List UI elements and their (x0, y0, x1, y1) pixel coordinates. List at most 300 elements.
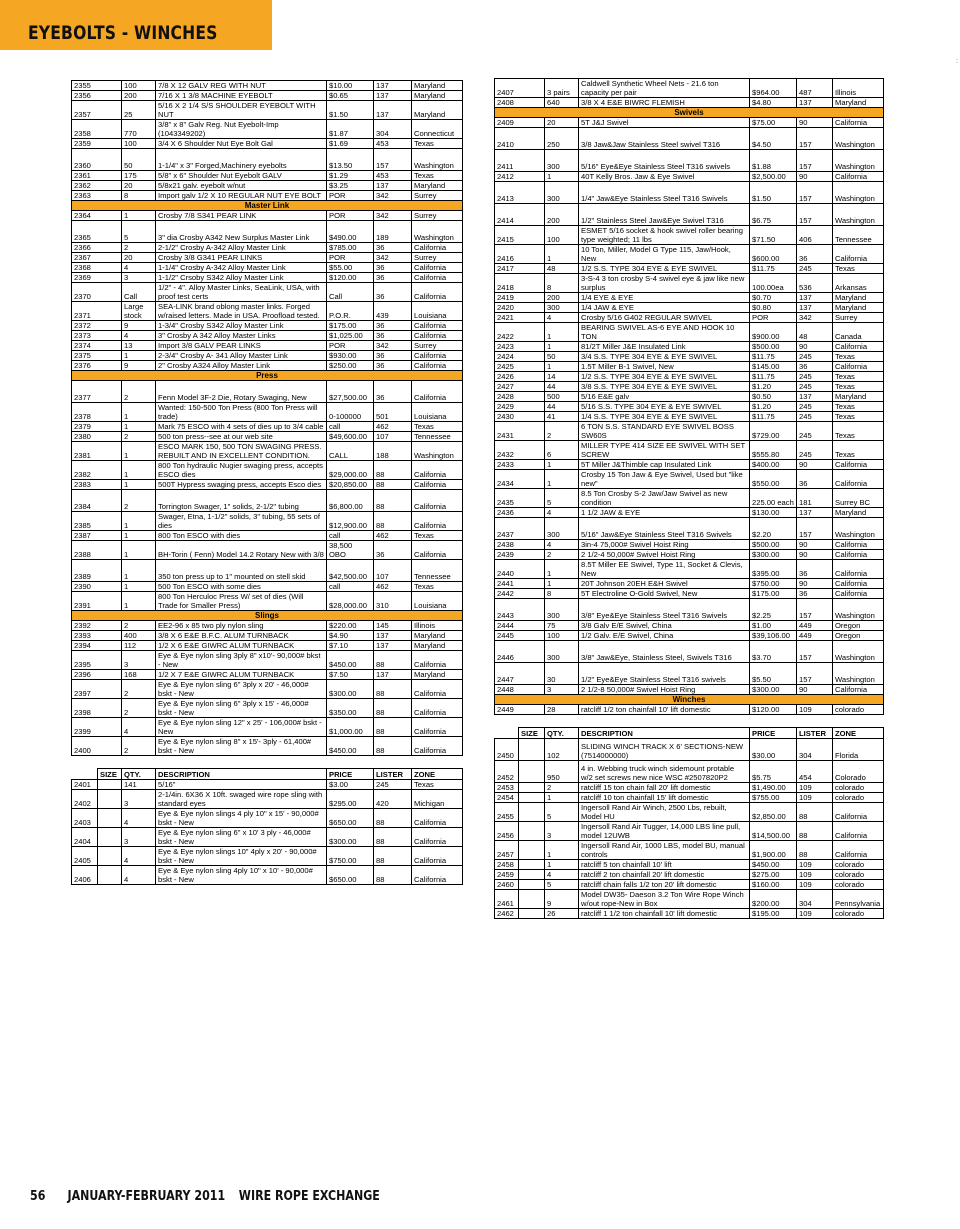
lister-cell: 88 (374, 809, 412, 828)
quantity-cell: 640 (545, 98, 579, 108)
zone-cell: California (833, 118, 884, 128)
quantity-cell: 2 (122, 381, 156, 403)
price-cell: $2,500.00 (750, 172, 797, 182)
listing-id-cell: 2361 (72, 171, 122, 181)
table-row (72, 670, 463, 680)
quantity-cell: 1 (122, 442, 156, 461)
lister-header: LISTER (797, 728, 833, 739)
zone-cell: colorado (833, 783, 884, 793)
table-row (72, 560, 463, 582)
table-row (495, 303, 884, 313)
price-cell: $555.80 (750, 441, 797, 460)
lister-cell: 462 (374, 531, 412, 541)
price-cell: $650.00 (327, 809, 374, 828)
quantity-cell: 112 (122, 641, 156, 651)
price-cell: $1.87 (327, 120, 374, 139)
table-row (72, 341, 463, 351)
description-cell: 1-1/2" Crsoby S342 Alloy Master Link (156, 273, 327, 283)
zone-cell: Texas (833, 382, 884, 392)
zone-cell: Connecticut (412, 120, 463, 139)
listing-id-cell: 2393 (72, 631, 122, 641)
table-row (72, 321, 463, 331)
lister-cell: 109 (797, 793, 833, 803)
lister-cell: 157 (797, 128, 833, 150)
lister-cell: 181 (797, 489, 833, 508)
size-cell (519, 909, 545, 919)
price-cell: $0.50 (750, 392, 797, 402)
zone-cell: Washington (833, 641, 884, 663)
lister-cell: 107 (374, 432, 412, 442)
table-row (72, 809, 463, 828)
price-cell: $400.00 (750, 460, 797, 470)
price-cell: $71.50 (750, 226, 797, 245)
zone-cell: Florida (833, 739, 884, 761)
description-cell: 3/8" Jaw&Eye, Stainless Steel, Swivels T316 (579, 641, 750, 663)
listing-id-cell: 2387 (72, 531, 122, 541)
lister-cell: 137 (797, 98, 833, 108)
price-cell: $755.00 (750, 793, 797, 803)
description-cell: Ingersoll Rand Air Tugger, 14,000 LBS line pull, model 12UWB (579, 822, 750, 841)
table-row (72, 253, 463, 263)
table-row (72, 243, 463, 253)
zone-cell: California (833, 245, 884, 264)
lister-cell: 90 (797, 118, 833, 128)
listing-id-cell: 2441 (495, 579, 545, 589)
lister-cell: 36 (374, 273, 412, 283)
zone-cell: Washington (833, 182, 884, 204)
zone-cell: California (833, 460, 884, 470)
lister-cell: 245 (797, 372, 833, 382)
table-row (495, 313, 884, 323)
quantity-cell: Call (122, 283, 156, 302)
description-cell: 3/8" Eye&Eye Stainless Steel T316 Swivels (579, 599, 750, 621)
listing-id-cell: 2436 (495, 508, 545, 518)
price-cell: $29,000.00 (327, 461, 374, 480)
description-cell: 3/8" x 8" Galv Reg. Nut Eyebolt-Imp (1043349202) (156, 120, 327, 139)
table-row (495, 118, 884, 128)
price-cell: $7.10 (327, 641, 374, 651)
zone-cell: California (833, 589, 884, 599)
table-row (495, 860, 884, 870)
listing-id-cell: 2455 (495, 803, 519, 822)
listing-id-cell: 2366 (72, 243, 122, 253)
quantity-cell: 1 (545, 342, 579, 352)
price-cell: $30.00 (750, 739, 797, 761)
quantity-cell: 3 (122, 828, 156, 847)
lister-cell: 137 (374, 81, 412, 91)
price-cell: CALL (327, 442, 374, 461)
price-cell: $20,850.00 (327, 480, 374, 490)
lister-cell: 245 (797, 382, 833, 392)
lister-cell: 449 (797, 621, 833, 631)
price-cell: $1.50 (750, 182, 797, 204)
listing-id-cell: 2399 (72, 718, 122, 737)
zone-cell: colorado (833, 909, 884, 919)
table-row (72, 283, 463, 302)
quantity-cell: 8 (122, 191, 156, 201)
listing-id-cell: 2408 (495, 98, 545, 108)
listing-id-cell: 2406 (72, 866, 98, 885)
quantity-cell: 2 (545, 783, 579, 793)
table-row (495, 841, 884, 860)
price-cell: $3.25 (327, 181, 374, 191)
description-cell: ratcliff 1/2 ton chainfall 10' lift domestic (579, 705, 750, 715)
description-cell: 1/2 X 7 E&E GIWRC ALUM TURNBACK (156, 670, 327, 680)
description-cell: 4 in. Webbing truck winch sidemount protable w/2 set screws new nice WSC #2507820P2 (579, 761, 750, 783)
quantity-cell: 1 (545, 470, 579, 489)
table-row (495, 621, 884, 631)
price-cell: $11.75 (750, 412, 797, 422)
quantity-cell: 20 (122, 253, 156, 263)
quantity-cell: 3 (122, 273, 156, 283)
quantity-cell: 9 (122, 361, 156, 371)
description-cell: 1/2 Galv. E/E Swivel, China (579, 631, 750, 641)
price-cell: $49,600.00 (327, 432, 374, 442)
zone-cell: Washington (833, 663, 884, 685)
lister-cell: 406 (797, 226, 833, 245)
listing-id-cell: 2440 (495, 560, 545, 579)
zone-cell: California (412, 461, 463, 480)
table-row (495, 579, 884, 589)
description-cell: 5/16 X 2 1/4 S/S SHOULDER EYEBOLT WITH NUT (156, 101, 327, 120)
zone-header: ZONE (412, 769, 463, 780)
id-header (72, 769, 98, 780)
table-row (495, 508, 884, 518)
quantity-cell: 4 (122, 866, 156, 885)
section-title: Winches (495, 695, 884, 705)
zone-cell: Maryland (833, 303, 884, 313)
table-row (72, 171, 463, 181)
quantity-cell: 1 (545, 362, 579, 372)
lister-cell: 157 (797, 518, 833, 540)
quantity-cell: 44 (545, 382, 579, 392)
lister-cell: 137 (797, 392, 833, 402)
quantity-cell: 41 (545, 412, 579, 422)
table-row (72, 211, 463, 221)
quantity-cell: 5 (545, 803, 579, 822)
table-row (495, 550, 884, 560)
listing-id-cell: 2457 (495, 841, 519, 860)
section-title: Swivels (495, 108, 884, 118)
lister-cell: 36 (374, 351, 412, 361)
page-number: 56 (30, 1189, 46, 1204)
listings-table-right (494, 78, 884, 715)
zone-cell: California (412, 512, 463, 531)
lister-cell: 36 (797, 560, 833, 579)
price-cell: $1.20 (750, 382, 797, 392)
quantity-cell: 4 (545, 508, 579, 518)
quantity-cell: 1 (545, 245, 579, 264)
zone-cell: Washington (833, 518, 884, 540)
zone-cell: California (412, 331, 463, 341)
price-cell: $27,500.00 (327, 381, 374, 403)
listing-id-cell: 2367 (72, 253, 122, 263)
quantity-cell: 168 (122, 670, 156, 680)
quantity-cell: 1 (122, 480, 156, 490)
table-row (495, 150, 884, 172)
quantity-cell: 14 (545, 372, 579, 382)
price-cell: $11.75 (750, 352, 797, 362)
description-cell: ratcliff 2 ton chainfall 20' lift domestic (579, 870, 750, 880)
zone-cell: Washington (833, 204, 884, 226)
page-footer (30, 1189, 380, 1204)
price-header: PRICE (750, 728, 797, 739)
size-header: SIZE (519, 728, 545, 739)
price-cell: $160.00 (750, 880, 797, 890)
lister-cell: 188 (374, 442, 412, 461)
publication-name: WIRE ROPE EXCHANGE (238, 1189, 380, 1204)
size-cell (519, 783, 545, 793)
section-header-row (72, 201, 463, 211)
listing-id-cell: 2379 (72, 422, 122, 432)
description-cell: Ingersoll Rand Air, 1000 LBS, model BU, manual controls (579, 841, 750, 860)
description-cell: 8.5T Miller EE Swivel, Type 11, Socket & Clevis, New (579, 560, 750, 579)
quantity-cell: 3 (122, 651, 156, 670)
quantity-cell: 3 (545, 685, 579, 695)
lister-cell: 88 (374, 737, 412, 756)
lister-cell: 88 (374, 699, 412, 718)
description-cell: 40T Kelly Bros. Jaw & Eye Swivel (579, 172, 750, 182)
description-cell: MILLER TYPE 414 SIZE EE SWIVEL WITH SET SCREW (579, 441, 750, 460)
listing-id-cell: 2403 (72, 809, 98, 828)
description-cell: BEARING SWIVEL AS-6 EYE AND HOOK 10 TON (579, 323, 750, 342)
description-cell: 5/16" Jaw&Eye Stainless Steel T316 Swivels (579, 518, 750, 540)
description-cell: 3-S-4 3 ton crosby S-4 swivel eye & jaw like new surplus (579, 274, 750, 293)
listing-id-cell: 2363 (72, 191, 122, 201)
listing-id-cell: 2381 (72, 442, 122, 461)
price-cell: $1,490.00 (750, 783, 797, 793)
description-cell: 3in-4 75,000# Swivel Hoist Ring (579, 540, 750, 550)
table-row (72, 91, 463, 101)
price-cell: $1.69 (327, 139, 374, 149)
issue-date: JANUARY-FEBRUARY 2011 (67, 1189, 226, 1204)
price-cell: $1.50 (327, 101, 374, 120)
price-cell: $1,025.00 (327, 331, 374, 341)
listing-id-cell: 2448 (495, 685, 545, 695)
price-cell: $930.00 (327, 351, 374, 361)
zone-cell: Texas (412, 531, 463, 541)
zone-cell: Maryland (412, 670, 463, 680)
description-cell: Crosby 3/8 G341 PEAR LINKS (156, 253, 327, 263)
lister-cell: 342 (374, 191, 412, 201)
zone-cell: Texas (833, 402, 884, 412)
zone-cell: Washington (833, 128, 884, 150)
price-cell: $1.88 (750, 150, 797, 172)
listing-id-cell: 2417 (495, 264, 545, 274)
price-cell: $0.65 (327, 91, 374, 101)
description-cell: 3/4 S.S. TYPE 304 EYE & EYE SWIVEL (579, 352, 750, 362)
lister-cell: 109 (797, 880, 833, 890)
description-cell: 350 ton press up to 1" mounted on stell skid (156, 560, 327, 582)
listing-id-cell: 2443 (495, 599, 545, 621)
lister-cell: 454 (797, 761, 833, 783)
size-cell (98, 847, 122, 866)
lister-cell: 36 (374, 263, 412, 273)
zone-cell: California (412, 351, 463, 361)
quantity-cell: 1 (545, 793, 579, 803)
listing-id-cell: 2418 (495, 274, 545, 293)
lister-cell: 36 (797, 362, 833, 372)
description-cell: 3/8 Jaw&Jaw Stainless Steel swivel T316 (579, 128, 750, 150)
quantity-cell: 4 (122, 331, 156, 341)
quantity-cell: 5 (545, 489, 579, 508)
price-cell: $145.00 (750, 362, 797, 372)
listing-id-cell: 2426 (495, 372, 545, 382)
quantity-cell: 1 (122, 461, 156, 480)
description-cell: Fenn Model 3F-2 Die, Rotary Swaging, New (156, 381, 327, 403)
table-row (72, 480, 463, 490)
lister-cell: 145 (374, 621, 412, 631)
zone-cell: California (412, 680, 463, 699)
lister-cell: 245 (797, 441, 833, 460)
quantity-cell: 100 (122, 139, 156, 149)
listings-table-right-2 (494, 727, 884, 919)
zone-cell: California (412, 541, 463, 560)
lister-cell: 90 (797, 540, 833, 550)
description-cell: Import galv 1/2 X 10 REGULAR NUT EYE BOLT (156, 191, 327, 201)
price-cell: $450.00 (750, 860, 797, 870)
size-cell (519, 870, 545, 880)
table-row (72, 302, 463, 321)
table-row (495, 323, 884, 342)
lister-cell: 304 (374, 120, 412, 139)
price-cell: $195.00 (750, 909, 797, 919)
listing-id-cell: 2422 (495, 323, 545, 342)
quantity-cell: 50 (545, 352, 579, 362)
price-cell: $490.00 (327, 221, 374, 243)
lister-cell: 245 (374, 780, 412, 790)
description-cell: Caldwell Synthetic Wheel Nets - 21.6 ton capacity per pair (579, 79, 750, 98)
description-cell: 6 TON S.S. STANDARD EYE SWIVEL BOSS SW60S (579, 422, 750, 441)
zone-cell: California (412, 847, 463, 866)
listing-id-cell: 2416 (495, 245, 545, 264)
quantity-cell: 9 (122, 321, 156, 331)
table-row (72, 221, 463, 243)
zone-cell: California (412, 737, 463, 756)
zone-cell: California (412, 809, 463, 828)
lister-cell: 90 (797, 685, 833, 695)
lister-cell: 88 (374, 718, 412, 737)
listing-id-cell: 2442 (495, 589, 545, 599)
price-cell: 100.00ea (750, 274, 797, 293)
quantity-cell: 8 (545, 274, 579, 293)
quantity-cell: 1 (545, 841, 579, 860)
lister-cell: 137 (374, 641, 412, 651)
price-cell: $11.75 (750, 264, 797, 274)
table-row (495, 822, 884, 841)
table-row (495, 402, 884, 412)
lister-cell: 36 (374, 243, 412, 253)
lister-cell: 157 (797, 182, 833, 204)
price-cell: $55.00 (327, 263, 374, 273)
zone-cell: California (412, 718, 463, 737)
price-cell: $5.75 (750, 761, 797, 783)
listing-id-cell: 2374 (72, 341, 122, 351)
table-row (495, 128, 884, 150)
table-row (495, 441, 884, 460)
table-row (495, 342, 884, 352)
price-cell: $13.50 (327, 149, 374, 171)
description-cell: 1/2" Eye&Eye Stainless Steel T316 swivels (579, 663, 750, 685)
price-cell: POR (327, 253, 374, 263)
table-row (495, 631, 884, 641)
description-cell: 3" dia Crosby A342 New Surplus Master Link (156, 221, 327, 243)
lister-cell: 157 (797, 150, 833, 172)
description-cell: ESCO MARK 150, 500 TON SWAGING PRESS. REBUILT AND IN EXCELLENT CONDITION. (156, 442, 327, 461)
table-row (495, 245, 884, 264)
table-row (72, 680, 463, 699)
quantity-cell: 2 (545, 550, 579, 560)
zone-cell: Washington (412, 149, 463, 171)
listing-id-cell: 2362 (72, 181, 122, 191)
zone-cell: Washington (412, 221, 463, 243)
price-cell: $3.70 (750, 641, 797, 663)
quantity-cell: 400 (122, 631, 156, 641)
description-cell: SEA-LINK brand oblong master links. Forged w/raised letters. Made in USA. Proofload tested. (156, 302, 327, 321)
qty-header: QTY. (122, 769, 156, 780)
description-cell: 5T Electroline O-Gold Swivel, New (579, 589, 750, 599)
price-cell: $6,800.00 (327, 490, 374, 512)
zone-cell: Maryland (833, 293, 884, 303)
table-row (72, 149, 463, 171)
quantity-cell: 3 (545, 822, 579, 841)
description-header: DESCRIPTION (156, 769, 327, 780)
listing-id-cell: 2390 (72, 582, 122, 592)
quantity-cell: 250 (545, 128, 579, 150)
price-cell: POR (750, 313, 797, 323)
listing-id-cell: 2359 (72, 139, 122, 149)
quantity-cell: 25 (122, 101, 156, 120)
listing-id-cell: 2438 (495, 540, 545, 550)
table-row (495, 362, 884, 372)
size-cell (98, 780, 122, 790)
quantity-cell: 1 (122, 592, 156, 611)
listing-id-cell: 2433 (495, 460, 545, 470)
price-cell: $28,000.00 (327, 592, 374, 611)
description-cell: Swager, Etna, 1-1/2" solids, 3" tubing, 55 sets of dies (156, 512, 327, 531)
price-cell: call (327, 422, 374, 432)
size-cell (98, 866, 122, 885)
zone-cell: Tennessee (833, 226, 884, 245)
listing-id-cell: 2460 (495, 880, 519, 890)
lister-cell: 453 (374, 139, 412, 149)
table-row (495, 412, 884, 422)
table-row (72, 101, 463, 120)
listing-id-cell: 2459 (495, 870, 519, 880)
zone-cell: California (833, 579, 884, 589)
lister-cell: 420 (374, 790, 412, 809)
table-row (495, 182, 884, 204)
lister-cell: 36 (374, 331, 412, 341)
listing-id-cell: 2360 (72, 149, 122, 171)
quantity-cell: 48 (545, 264, 579, 274)
price-cell: $120.00 (327, 273, 374, 283)
zone-cell: Washington (412, 442, 463, 461)
zone-cell: Maryland (412, 631, 463, 641)
table-row (495, 264, 884, 274)
id-header (495, 728, 519, 739)
table-row (72, 847, 463, 866)
lister-cell: 109 (797, 783, 833, 793)
description-cell: Torrington Swager, 1" solids, 2-1/2" tubing (156, 490, 327, 512)
listing-id-cell: 2395 (72, 651, 122, 670)
quantity-cell: 950 (545, 761, 579, 783)
zone-cell: California (412, 273, 463, 283)
listing-id-cell: 2368 (72, 263, 122, 273)
quantity-cell: 30 (545, 663, 579, 685)
quantity-cell: 100 (545, 631, 579, 641)
zone-cell: Canada (833, 323, 884, 342)
